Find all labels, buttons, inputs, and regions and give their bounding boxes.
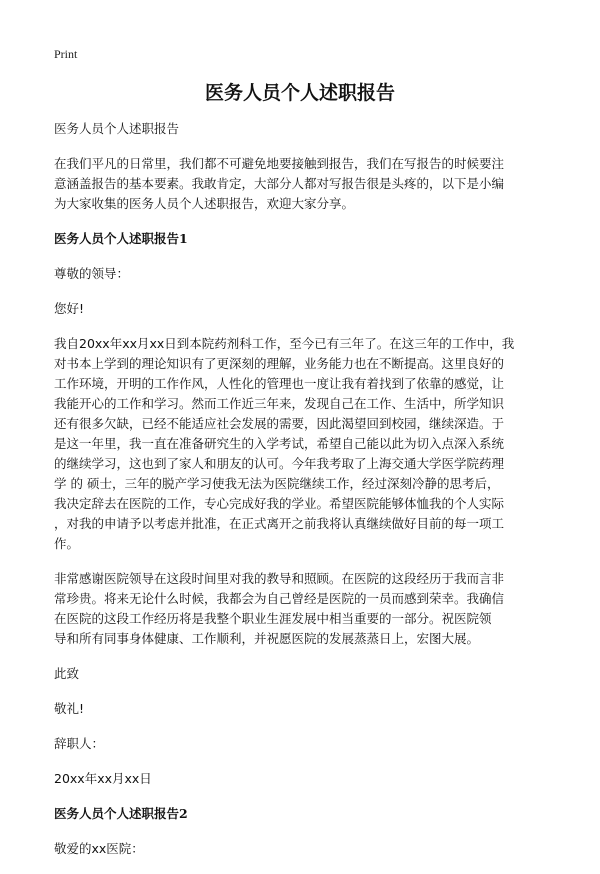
- greeting-paragraph: [54, 299, 554, 319]
- body-line: 非常感谢医院领导在这段时间里对我的教导和照顾。在医院的这段经历于我而言非: [54, 571, 505, 586]
- document-body: [54, 119, 554, 874]
- body-line: 的继续学习，这也到了家人和朋友的认可。今年我考取了上海交通大学医学院药理: [54, 456, 505, 471]
- salutation: 敬爱的xx医院：: [54, 841, 144, 856]
- intro-paragraph: [54, 154, 554, 214]
- signature: 辞职人：: [54, 736, 105, 751]
- body-line: 还有很多欠缺，已经不能适应社会发展的需要，因此渴望回到校园，继续深造。于: [54, 416, 505, 431]
- closing-line: 敬礼!: [54, 701, 85, 716]
- subtitle: 医务人员个人述职报告: [54, 121, 180, 136]
- body-line: 是这一年里，我一直在准备研究生的入学考试，希望自己能以此为切入点深入系统: [54, 436, 505, 451]
- closing-paragraph-2: [54, 699, 554, 719]
- body-line: 对书本上学到的理论知识有了更深刻的理解，业务能力也在不断提高。这里良好的: [54, 356, 505, 371]
- body-paragraph-2: [54, 569, 554, 649]
- print-label[interactable]: Print: [54, 47, 78, 61]
- date: 20xx年xx月xx日: [54, 771, 152, 786]
- closing-paragraph-1: [54, 664, 554, 684]
- date-paragraph: [54, 769, 554, 789]
- salutation-paragraph-2: [54, 839, 554, 859]
- body-line: 我决定辞去在医院的工作，专心完成好我的学业。希望医院能够体恤我的个人实际: [54, 496, 505, 511]
- page-title: 医务人员个人述职报告: [204, 82, 395, 104]
- body-line: 在医院的这段工作经历将是我整个职业生涯发展中相当重要的一部分。祝医院领: [54, 611, 492, 626]
- salutation-paragraph: [54, 264, 554, 284]
- section-heading-2: 医务人员个人述职报告2: [54, 806, 188, 821]
- salutation: 尊敬的领导：: [54, 266, 130, 281]
- body-line: 学 的 硕士，三年的脱产学习使我无法为医院继续工作，经过深刻冷静的思考后，: [54, 476, 500, 491]
- intro-line: 在我们平凡的日常里，我们都不可避免地要接触到报告，我们在写报告的时候要注: [54, 156, 505, 171]
- intro-line: 为大家收集的医务人员个人述职报告，欢迎大家分享。: [54, 196, 355, 211]
- body-line: 导和所有同事身体健康、工作顺利，并祝愿医院的发展蒸蒸日上，宏图大展。: [54, 631, 480, 646]
- body-line: 工作环境，开明的工作作风，人性化的管理也一度让我有着找到了依靠的感觉，让: [54, 376, 505, 391]
- body-line: ，对我的申请予以考虑并批准，在正式离开之前我将认真继续做好目前的每一项工: [54, 516, 505, 531]
- body-line: 我自20xx年xx月xx日到本院药剂科工作，至今已有三年了。在这三年的工作中，我: [54, 336, 515, 351]
- body-line: 常珍贵。将来无论什么时候，我都会为自己曾经是医院的一员而感到荣幸。我确信: [54, 591, 505, 606]
- body-line: 我能开心的工作和学习。然而工作近三年来，发现自己在工作、生活中，所学知识: [54, 396, 505, 411]
- subtitle-paragraph: [54, 119, 554, 139]
- body-line: 作。: [54, 536, 80, 551]
- intro-line: 意涵盖报告的基本要素。我敢肯定，大部分人都对写报告很是头疼的，以下是小编: [54, 176, 505, 191]
- greeting: 您好!: [54, 301, 85, 316]
- body-paragraph-1: [54, 334, 554, 554]
- section-heading-1: 医务人员个人述职报告1: [54, 231, 188, 246]
- closing-line: 此致: [54, 666, 80, 681]
- signature-paragraph: [54, 734, 554, 754]
